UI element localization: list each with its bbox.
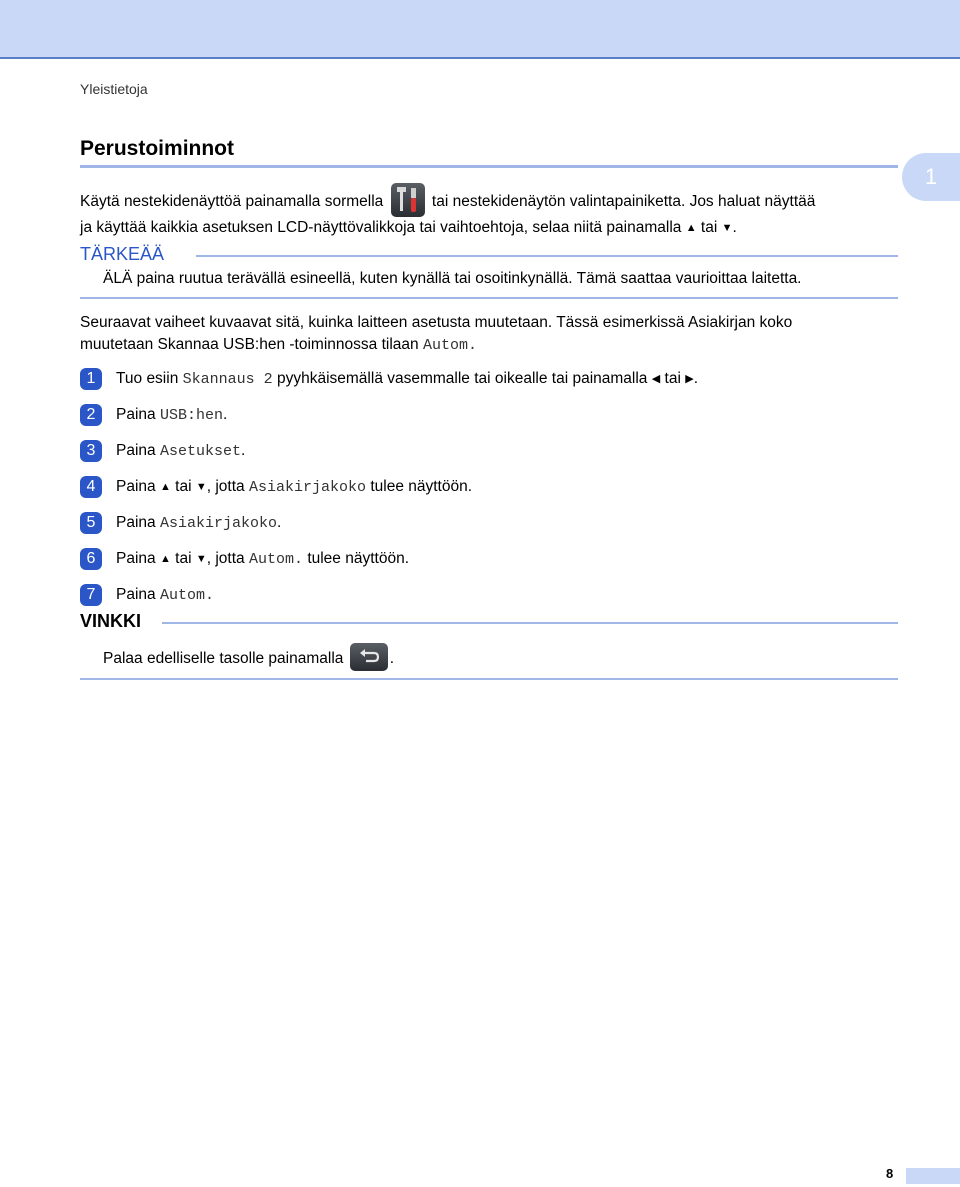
step-7-code: Autom. [159, 587, 214, 604]
tools-icon [391, 183, 425, 217]
step-5-number: 5 [80, 512, 102, 534]
step-4 [116, 476, 472, 499]
section-title: Perustoiminnot [80, 137, 235, 160]
intro-part3: ja käyttää kaikkia asetuksen LCD-näyttövalikkoja tai vaihtoehtoja, selaa niitä painamalla [80, 219, 682, 236]
tip-rule [162, 622, 898, 624]
step-6-a: Paina [116, 550, 156, 567]
tip-heading: VINKKI [80, 611, 142, 631]
up-arrow-icon: ▲ [685, 222, 697, 234]
down-arrow-icon: ▼ [195, 553, 207, 565]
left-arrow-icon: ◀ [651, 373, 661, 385]
step-1 [116, 368, 698, 391]
tip-bottom-rule [80, 678, 898, 680]
step-1-b: pyyhkäisemällä vasemmalle tai oikealle tai painamalla [276, 370, 648, 387]
intro-line-1 [80, 185, 815, 219]
tip-end: . [389, 650, 395, 668]
step-4-code: Asiakirjakoko [248, 479, 367, 496]
intro-part2: tai nestekidenäytön valintapainiketta. Jos haluat näyttää [431, 193, 816, 211]
step-7-a: Paina [116, 586, 156, 603]
down-arrow-icon: ▼ [721, 222, 733, 234]
step-4-tai: tai [175, 478, 192, 495]
step-2 [116, 404, 227, 427]
description-text: muutetaan Skannaa USB:hen -toiminnossa tilaan [80, 336, 419, 353]
step-3-end: . [240, 442, 246, 459]
description-line-1: Seuraavat vaiheet kuvaavat sitä, kuinka laitteen asetusta muutetaan. Tässä esimerkissä Asiakirjan koko [80, 314, 793, 331]
important-text: ÄLÄ paina ruutua terävällä esineellä, kuten kynällä tai osoitinkynällä. Tämä saattaa vaurioittaa laitetta. [103, 270, 802, 287]
step-2-a: Paina [116, 406, 156, 423]
important-bottom-rule [80, 297, 898, 299]
step-3-code: Asetukset [159, 443, 241, 460]
step-7-number: 7 [80, 584, 102, 606]
step-6 [116, 548, 409, 571]
down-arrow-icon: ▼ [195, 481, 207, 493]
step-4-a: Paina [116, 478, 156, 495]
right-arrow-icon: ▶ [685, 373, 694, 385]
step-6-c: tulee näyttöön. [307, 550, 410, 567]
tip-text [103, 645, 394, 673]
step-6-number: 6 [80, 548, 102, 570]
step-2-end: . [222, 406, 228, 423]
step-1-a: Tuo esiin [116, 370, 179, 387]
step-1-end: . [693, 370, 698, 387]
important-heading: TÄRKEÄÄ [80, 244, 165, 264]
description-line-2 [80, 334, 477, 357]
top-band [0, 0, 960, 59]
step-7 [116, 584, 214, 607]
description-code: Autom. [422, 337, 477, 354]
step-3 [116, 440, 245, 463]
intro-part1: Käytä nestekidenäyttöä painamalla sormella [80, 193, 384, 211]
up-arrow-icon: ▲ [159, 553, 171, 565]
back-icon [350, 643, 388, 671]
important-rule [196, 255, 898, 257]
step-1-code: Skannaus 2 [182, 371, 273, 388]
chapter-tab: 1 [902, 153, 960, 201]
intro-end: . [732, 219, 737, 236]
step-2-code: USB:hen [159, 407, 223, 424]
step-5-end: . [277, 514, 282, 531]
up-arrow-icon: ▲ [159, 481, 171, 493]
step-6-code: Autom. [248, 551, 303, 568]
page-tab [906, 1168, 960, 1184]
step-6-b: , jotta [206, 550, 245, 567]
intro-tai: tai [700, 219, 718, 236]
step-2-number: 2 [80, 404, 102, 426]
step-3-a: Paina [116, 442, 156, 459]
step-3-number: 3 [80, 440, 102, 462]
step-4-b: , jotta [206, 478, 245, 495]
step-5-a: Paina [116, 514, 156, 531]
title-rule [80, 165, 898, 168]
step-1-tai: tai [664, 370, 681, 387]
step-5 [116, 512, 281, 535]
running-header: Yleistietoja [80, 81, 148, 97]
intro-line-2 [80, 217, 737, 239]
tip-text-label: Palaa edelliselle tasolle painamalla [103, 650, 344, 668]
step-5-code: Asiakirjakoko [159, 515, 277, 532]
step-1-number: 1 [80, 368, 102, 390]
step-4-number: 4 [80, 476, 102, 498]
page-number: 8 [886, 1166, 894, 1181]
step-6-tai: tai [175, 550, 192, 567]
step-4-c: tulee näyttöön. [370, 478, 473, 495]
